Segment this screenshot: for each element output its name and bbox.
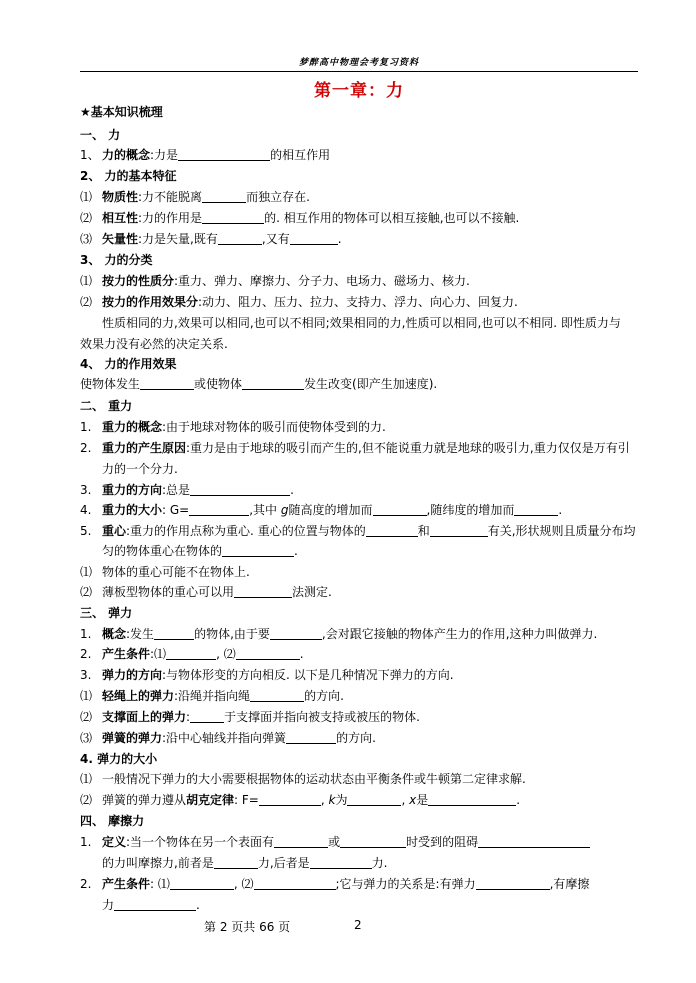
- subheading-features: 2、 力的基本特征: [80, 169, 177, 183]
- line-effects: 使物体发生 或使物体 发生改变(即产生加速度).: [80, 377, 438, 391]
- section-1-heading: 一、 力: [80, 128, 121, 142]
- line-rope-force: ⑴ 轻绳上的弹力:沿绳并指向绳 的方向.: [80, 689, 344, 703]
- chapter-title: 第一章：力: [314, 81, 404, 101]
- line-support-force: ⑵ 支撑面上的弹力: 于支撑面并指向被支持或被压的物体.: [80, 710, 420, 724]
- line-material: ⑴ 物质性:力不能脱离 而独立存在.: [80, 190, 310, 204]
- line-gravity-cause: 2. 重力的产生原因:重力是由于地球的吸引而产生的,但不能说重力就是地球的吸引力,重力仅仅是万有引: [80, 441, 630, 455]
- paragraph-line: 性质相同的力,效果可以相同,也可以不相同;效果相同的力,性质可以相同,也可以不相同. 即性质力与: [102, 316, 621, 330]
- running-header: 梦醉高中物理会考复习资料: [298, 58, 419, 68]
- line-vector: ⑶ 矢量性:力是矢量,既有 ,又有 .: [80, 232, 342, 246]
- line-gravity-concept: 1. 重力的概念:由于地球对物体的吸引而使物体受到的力.: [80, 420, 386, 434]
- paragraph-line: 力的一个分力.: [102, 462, 178, 476]
- page-footer: 第 2 页共 66 页: [204, 920, 291, 934]
- section-2-heading: 二、 重力: [80, 399, 133, 413]
- line-gravity-direction: 3. 重力的方向:总是 .: [80, 483, 294, 497]
- line-hooke-law: ⑵ 弹簧的弹力遵从胡克定律: F= , k为 , x是 .: [80, 793, 521, 807]
- line-by-nature: ⑴ 按力的性质分:重力、弹力、摩擦力、分子力、电场力、磁场力、核力.: [80, 274, 470, 288]
- paragraph-line: 效果力没有必然的决定关系.: [80, 337, 228, 351]
- line-force-concept: 1、 力的概念:力是 的相互作用: [80, 148, 331, 162]
- line-by-effect: ⑵ 按力的作用效果分:动力、阻力、压力、拉力、支持力、浮力、向心力、回复力.: [80, 295, 518, 309]
- blank: [178, 148, 270, 161]
- line-elastic-conditions: 2. 产生条件:⑴ , ⑵ .: [80, 647, 304, 661]
- line-center-of-gravity: 5. 重心:重力的作用点称为重心. 重心的位置与物体的 和 有关,形状规则且质量分布均: [80, 524, 636, 538]
- section-3-heading: 三、 弹力: [80, 606, 133, 620]
- header-rule: [80, 71, 638, 72]
- line-elastic-direction: 3. 弹力的方向:与物体形变的方向相反. 以下是几种情况下弹力的方向.: [80, 668, 454, 682]
- line-note-1: ⑴ 物体的重心可能不在物体上.: [80, 565, 250, 579]
- line-gravity-magnitude: 4. 重力的大小: G= ,其中 g随高度的增加而 ,随纬度的增加而 .: [80, 503, 563, 517]
- line-spring-force: ⑶ 弹簧的弹力:沿中心轴线并指向弹簧 的方向.: [80, 731, 376, 745]
- line-elastic-general: ⑴ 一般情况下弹力的大小需要根据物体的运动状态由平衡条件或牛顿第二定律求解.: [80, 772, 526, 786]
- subheading-elastic-magnitude: 4. 弹力的大小: [80, 752, 158, 766]
- line-note-2: ⑵ 薄板型物体的重心可以用 法测定.: [80, 585, 332, 599]
- subheading-classification: 3、 力的分类: [80, 253, 153, 267]
- page-number: 2: [354, 918, 362, 932]
- line-friction-definition: 1. 定义:当一个物体在另一个表面有 或 时受到的阻碍: [80, 834, 590, 850]
- line-mutual: ⑵ 相互性:力的作用是 的. 相互作用的物体可以相互接触,也可以不接触.: [80, 211, 520, 225]
- paragraph-line: 匀的物体重心在物体的 .: [102, 544, 298, 558]
- line-elastic-concept: 1. 概念:发生 的物体,由于要 ,会对跟它接触的物体产生力的作用,这种力叫做弹力.: [80, 627, 598, 641]
- line-friction-conditions: 2. 产生条件: ⑴ , ⑵ ;它与弹力的关系是:有弹力 ,有摩擦: [80, 877, 590, 891]
- section-4-heading: 四、 摩擦力: [80, 814, 145, 828]
- section-label: ★基本知识梳理: [80, 105, 163, 119]
- paragraph-line: 的力叫摩擦力,前者是 力,后者是 力.: [102, 856, 388, 870]
- paragraph-line: 力 .: [102, 898, 200, 912]
- subheading-effects: 4、 力的作用效果: [80, 357, 177, 371]
